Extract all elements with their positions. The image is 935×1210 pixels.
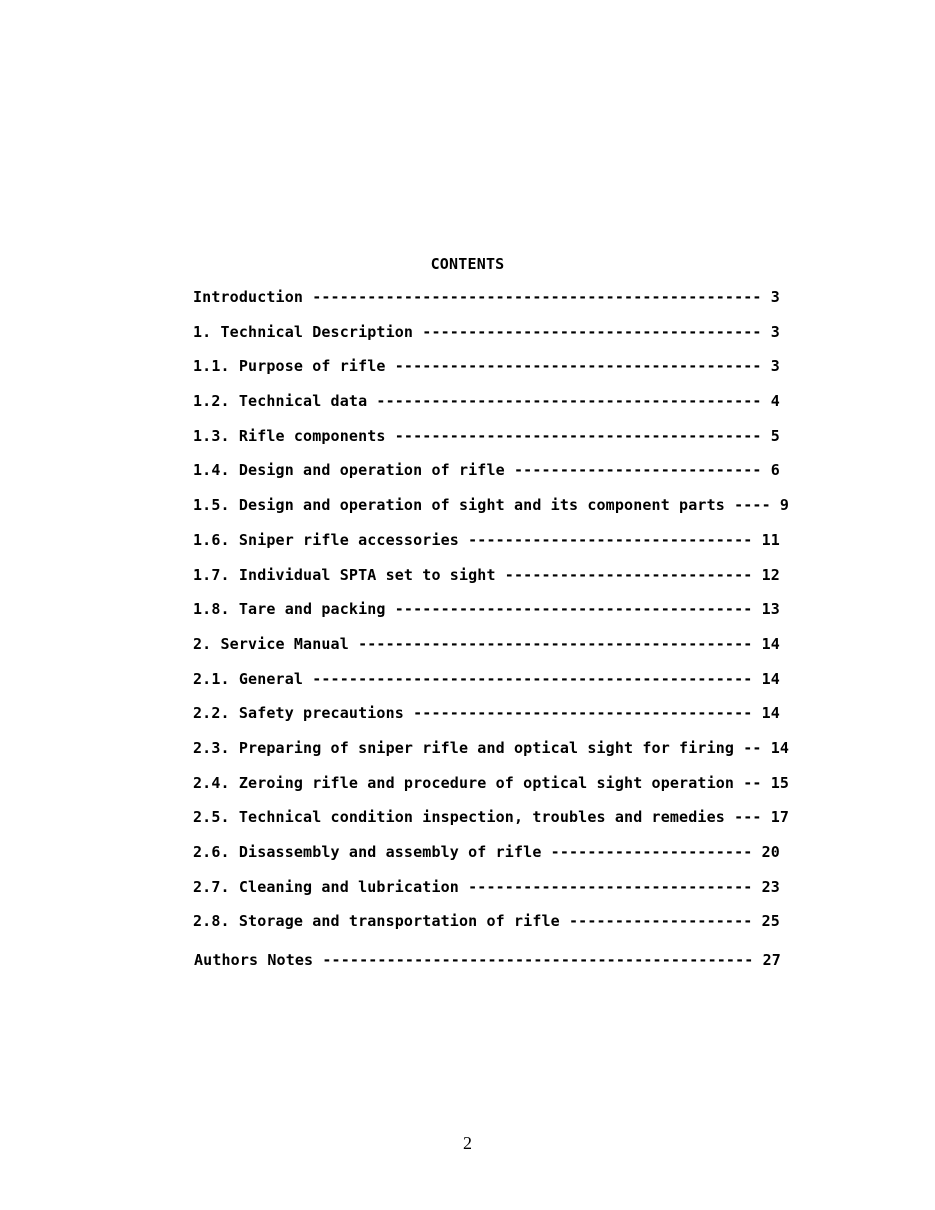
- toc-entry-sniper-rifle-accessories: 1.6. Sniper rifle accessories ------------------------------- 11: [193, 530, 780, 549]
- toc-entry-spta-set: 1.7. Individual SPTA set to sight --------------------------- 12: [193, 565, 780, 584]
- toc-entry-rifle-components: 1.3. Rifle components ---------------------------------------- 5: [193, 426, 780, 445]
- toc-entry-service-manual: 2. Service Manual ------------------------------------------- 14: [193, 634, 780, 653]
- toc-entry-technical-inspection: 2.5. Technical condition inspection, troubles and remedies --- 17: [193, 808, 790, 827]
- toc-entry-safety-precautions: 2.2. Safety precautions ------------------------------------- 14: [193, 704, 780, 723]
- toc-entry-purpose-of-rifle: 1.1. Purpose of rifle ---------------------------------------- 3: [193, 357, 780, 376]
- toc-entry-cleaning-lubrication: 2.7. Cleaning and lubrication ------------------------------- 23: [193, 877, 780, 896]
- page-number: 2: [463, 1133, 472, 1153]
- toc-entry-introduction: Introduction ------------------------------------------------- 3: [193, 288, 780, 306]
- toc-entry-technical-data: 1.2. Technical data ------------------------------------------ 4: [193, 392, 780, 411]
- toc-entry-preparing-for-firing: 2.3. Preparing of sniper rifle and optical sight for firing -- 14: [193, 738, 790, 757]
- toc-entry-authors-notes: Authors Notes ----------------------------------------------- 27: [194, 951, 781, 970]
- table-of-contents: [193, 288, 789, 986]
- toc-entry-zeroing-rifle: 2.4. Zeroing rifle and procedure of optical sight operation -- 15: [193, 773, 790, 792]
- toc-entry-design-operation-rifle: 1.4. Design and operation of rifle --------------------------- 6: [193, 461, 780, 480]
- toc-entry-technical-description: 1. Technical Description ------------------------------------- 3: [193, 322, 780, 341]
- toc-entry-storage-transportation: 2.8. Storage and transportation of rifle -------------------- 25: [193, 912, 780, 931]
- toc-entry-general: 2.1. General ------------------------------------------------ 14: [193, 669, 780, 688]
- toc-entry-design-operation-sight: 1.5. Design and operation of sight and its component parts ---- 9: [193, 496, 790, 515]
- toc-entry-tare-packing: 1.8. Tare and packing --------------------------------------- 13: [193, 600, 780, 619]
- toc-entry-disassembly-assembly: 2.6. Disassembly and assembly of rifle ---------------------- 20: [193, 843, 780, 861]
- contents-heading: CONTENTS: [430, 255, 505, 273]
